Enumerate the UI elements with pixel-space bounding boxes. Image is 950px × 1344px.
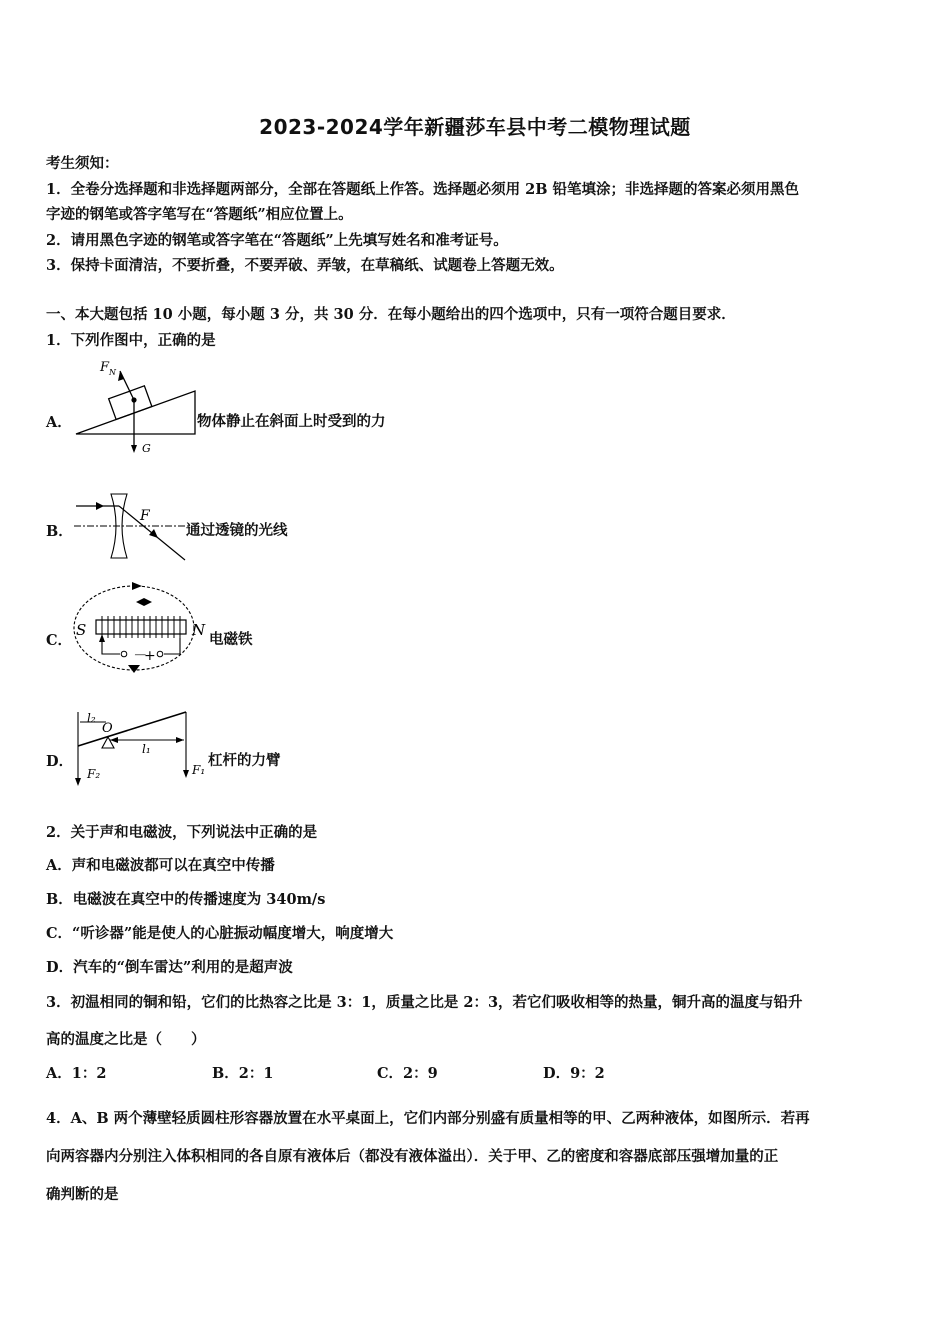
q2-option-c: C．“听诊器”能是使人的心脏振动幅度增大，响度增大	[46, 925, 394, 942]
gravity-label: G	[142, 442, 151, 455]
q3-stem-line-1: 3．初温相同的铜和铅，它们的比热容之比是 3：1，质量之比是 2：3，若它们吸收相等的热量，铜升高的温度与铅升	[46, 994, 803, 1011]
force-f1-label: F₁	[192, 763, 206, 777]
fulcrum-label: O	[102, 721, 113, 736]
q4-line-2: 向两容器内分别注入体积相同的各自原有液体后（都没有液体溢出）．关于甲、乙的密度和容器底部压强增加量的正	[46, 1148, 779, 1165]
q2-stem: 2．关于声和电磁波，下列说法中正确的是	[46, 824, 318, 841]
q3-choice-b: B．2：1	[212, 1065, 274, 1082]
q1-option-d-caption: 杠杆的力臂	[208, 752, 281, 769]
lever-arm-diagram	[74, 706, 209, 788]
notice-item-2: 2．请用黑色字迹的钢笔或答字笔在“答题纸”上先填写姓名和准考证号。	[46, 232, 508, 249]
q1-stem: 1．下列作图中，正确的是	[46, 332, 216, 349]
q3-choice-c: C．2：9	[377, 1065, 438, 1082]
focus-label: F	[140, 508, 150, 524]
arm-l2-label: l₂	[87, 711, 96, 725]
south-pole-label: S	[76, 621, 87, 639]
incline-force-diagram	[74, 355, 199, 457]
arm-l1-label: l₁	[142, 742, 151, 756]
q2-option-d: D．汽车的“倒车雷达”利用的是超声波	[46, 959, 293, 976]
q1-option-c-caption: 电磁铁	[209, 631, 253, 648]
q1-option-d-label: D．	[46, 753, 74, 770]
q4-line-1: 4．A、B 两个薄壁轻质圆柱形容器放置在水平桌面上，它们内部分别盛有质量相等的甲、乙两种液体，如图所示．若再	[46, 1110, 810, 1127]
north-pole-label: N	[192, 621, 206, 639]
normal-force-subscript: N	[109, 368, 116, 377]
notice-item-1-line-1: 1．全卷分选择题和非选择题两部分，全部在答题纸上作答。选择题必须用 2B 铅笔填涂；非选择题的答案必须用黑色	[46, 181, 800, 198]
q1-option-a-label: A．	[46, 414, 72, 431]
q1-option-c-label: C．	[46, 632, 73, 649]
electromagnet-diagram	[74, 578, 209, 676]
q2-option-b: B．电磁波在真空中的传播速度为 340m/s	[46, 891, 326, 908]
q2-option-a: A．声和电磁波都可以在真空中传播	[46, 857, 275, 874]
section-heading: 一、本大题包括 10 小题，每小题 3 分，共 30 分．在每小题给出的四个选项中，只有一项符合题目要求．	[46, 306, 736, 323]
q1-option-b-label: B．	[46, 523, 73, 540]
q3-stem-line-2: 高的温度之比是（ ）	[46, 1031, 206, 1048]
page-title: 2023-2024学年新疆莎车县中考二模物理试题	[259, 115, 691, 139]
notice-heading: 考生须知：	[46, 155, 119, 172]
q3-choice-a: A．1：2	[46, 1065, 107, 1082]
force-f2-label: F₂	[87, 767, 101, 781]
minus-terminal-label: －	[132, 648, 146, 664]
normal-force-label: F	[100, 360, 110, 375]
q3-choice-d: D．9：2	[543, 1065, 605, 1082]
notice-item-1-line-2: 字迹的钢笔或答字笔写在“答题纸”相应位置上。	[46, 206, 353, 223]
q4-line-3: 确判断的是	[46, 1186, 119, 1203]
plus-terminal-label: +	[144, 648, 156, 664]
concave-lens-diagram	[74, 492, 189, 562]
q1-option-b-caption: 通过透镜的光线	[186, 522, 288, 539]
notice-item-3: 3．保持卡面清洁，不要折叠，不要弄破、弄皱，在草稿纸、试题卷上答题无效。	[46, 257, 564, 274]
q1-option-a-caption: 物体静止在斜面上时受到的力	[197, 413, 386, 430]
